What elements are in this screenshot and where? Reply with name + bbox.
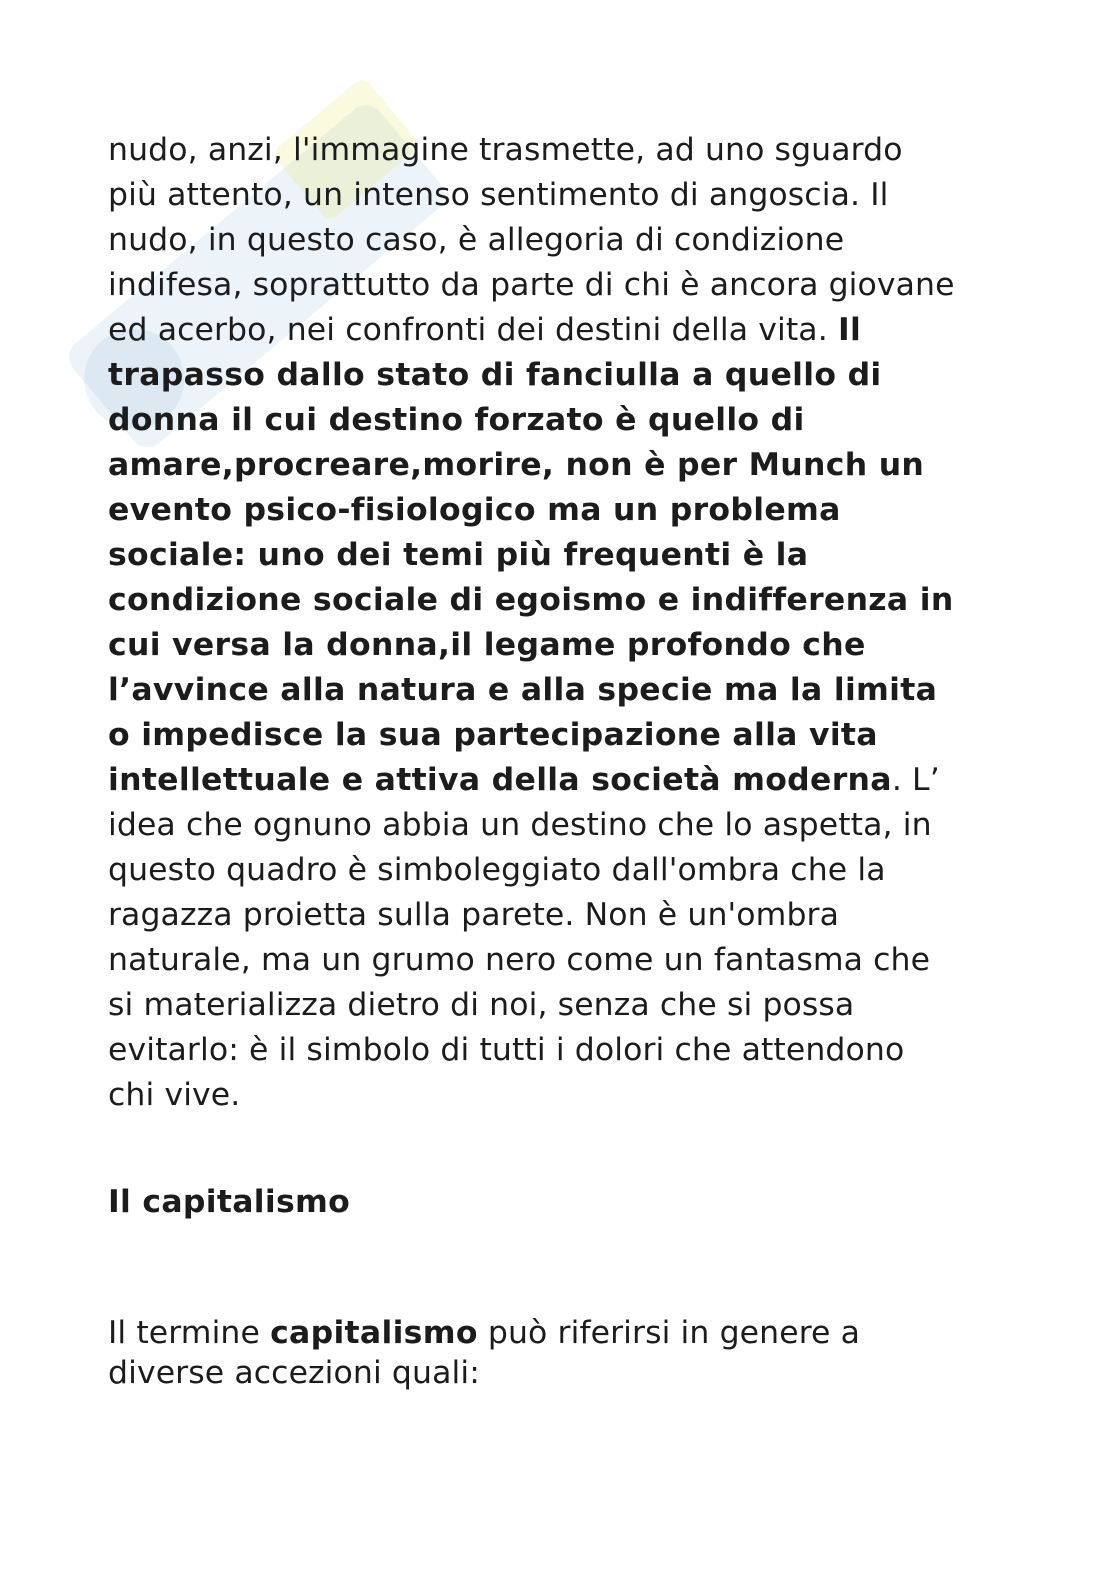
paragraph-text-intro: nudo, anzi, l'immagine trasmette, ad uno sguardo più attento, un intenso sentimento di angoscia. Il nudo, in questo caso, è allegoria di condizione indifesa, soprattutto da parte di chi è ancora giovane ed acerbo, nei confronti dei destini della vita. (108, 132, 955, 348)
paragraph-text-lead: Il termine (108, 1315, 271, 1351)
document-page (108, 128, 1028, 1118)
paragraph-bold-term: capitalismo (270, 1315, 478, 1351)
paragraph-text-shadow: . L’ idea che ognuno abbia un destino che lo aspetta, in questo quadro è simboleggiato dall'ombra che la ragazza proietta sulla parete. Non è un'ombra naturale, ma un grumo nero come un fantasma che si materializza dietro di noi, senza che si possa evitarlo: è il simbolo di tutti i dolori che attendono chi vive. (108, 762, 940, 1113)
body-paragraph-munch (108, 128, 1028, 1118)
paragraph-bold-emphasis: Il trapasso dallo stato di fanciulla a quello di donna il cui destino forzato è quello di amare,procreare,morire, non è per Munch un evento psico-fisiologico ma un problema sociale: uno dei temi più frequenti è la condizione sociale di egoismo e indifferenza in cui versa la donna,il legame profondo che l’avvince alla natura e alla specie ma la limita o impedisce la sua partecipazione alla vita intellettuale e attiva della società moderna (108, 312, 954, 798)
paragraph-text-tail: può riferirsi in genere a diverse accezioni quali: (108, 1315, 861, 1391)
body-paragraph-capitalismo (108, 1313, 1028, 1393)
section-heading-capitalismo: Il capitalismo (108, 1184, 351, 1220)
